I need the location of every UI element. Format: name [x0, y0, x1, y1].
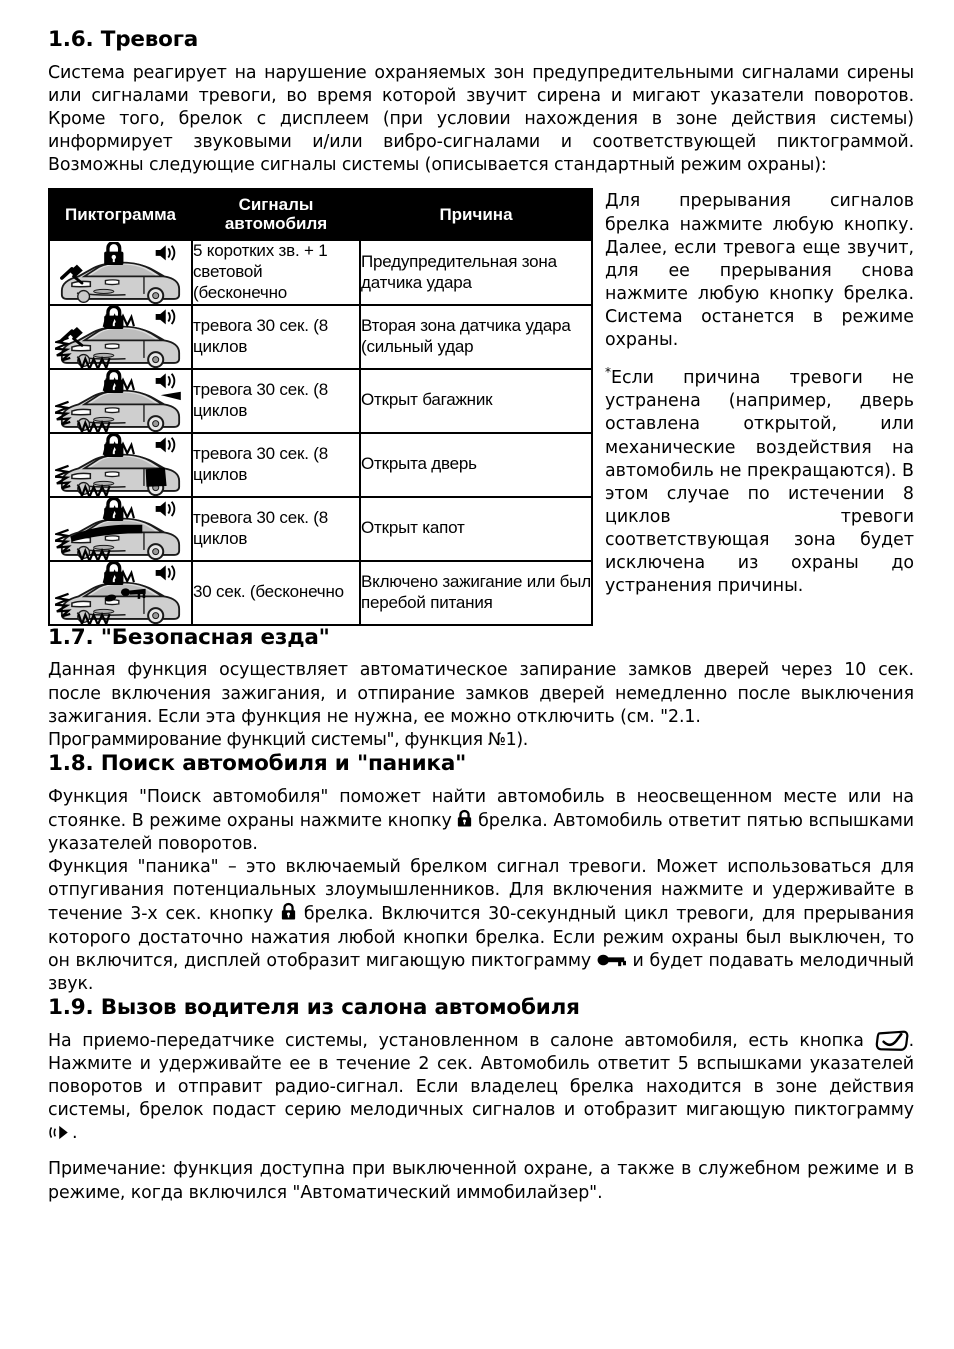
pictogram-cell	[49, 305, 192, 369]
car-search-p2-part-a: Функция "паника" – это включаемый брелком сигнал тревоги. Может использоваться для отпугивания потенциальных злоумышленников. Для включения нажмите и удерживайте в течение 3-х сек. кнопку	[48, 857, 914, 925]
signals-cell: тревога 30 сек. (8 циклов	[192, 305, 360, 369]
signals-cell: тревога 30 сек. (8 циклов	[192, 497, 360, 561]
pictogram-cell	[49, 497, 192, 561]
table-header-row	[49, 189, 592, 240]
page-title-alarm: 1.6. Тревога	[48, 27, 199, 52]
pictogram-cell	[49, 561, 192, 625]
car-search-p2-part-b: брелка. Включится 30-секундный цикл тревоги, для прерывания которого достаточно нажатия любой кнопки брелка. Если режим охраны был выключен, то он включится, дисплей отобразит мигающую пиктограмму	[48, 904, 914, 971]
car-lock-door-open-icon	[55, 434, 186, 496]
alarm-note-unresolved-text: Если причина тревоги не устранена (например, дверь оставлена открытой, или механические воздействия на автомобиль не прекращаются). В этом случае по истечении 8 циклов тревоги соответствующая зона будет исключена из охраны до устранения причины.	[605, 368, 914, 597]
signals-cell: 5 коротких зв. + 1 световой (бесконечно	[192, 240, 360, 304]
cause-cell: Открыт капот	[360, 497, 592, 561]
column-header-pictogram: Пиктограмма	[49, 189, 192, 240]
cause-cell: Предупредительная зона датчика удара	[360, 240, 592, 304]
signals-cell: тревога 30 сек. (8 циклов	[192, 433, 360, 497]
page-title-safe-drive: 1.7. "Безопасная езда"	[48, 624, 330, 650]
alarm-side-notes	[591, 188, 914, 598]
driver-call-note: Примечание: функция доступна при выключенной охране, а также в служебном режиме и в режиме, когда включился "Автоматический иммобилайзер".	[48, 1159, 914, 1203]
cause-cell: Открыт багажник	[360, 369, 592, 433]
car-lock-trunk-open-icon	[55, 370, 186, 432]
table-row	[49, 369, 592, 433]
table-row	[49, 305, 592, 369]
alarm-table-wrapper	[48, 188, 591, 625]
driver-call-paragraph	[48, 1030, 914, 1146]
page-title-car-search: 1.8. Поиск автомобиля и "паника"	[48, 750, 467, 776]
driver-call-part-a: На приемо-передатчике системы, установленном в салоне автомобиля, есть кнопка	[48, 1030, 864, 1051]
lock-closed-icon	[281, 902, 296, 922]
car-lock-shock-warning-icon	[55, 242, 186, 304]
car-lock-hood-open-icon	[55, 498, 186, 560]
pictogram-cell	[49, 240, 192, 304]
column-header-signals: Сигналы автомобиля	[192, 189, 360, 240]
lock-closed-icon	[457, 809, 472, 829]
table-row	[49, 561, 592, 625]
pictogram-cell	[49, 369, 192, 433]
safe-drive-paragraph-tail: Программирование функций системы", функция №1).	[48, 729, 528, 750]
cause-cell: Вторая зона датчика удара (сильный удар	[360, 305, 592, 369]
table-row	[49, 240, 592, 304]
car-search-p1-part-a: Функция "Поиск автомобиля" поможет найти автомобиль в неосвещенном месте или на стоянке. В режиме охраны нажмите кнопку	[48, 786, 914, 831]
pictogram-cell	[49, 433, 192, 497]
signals-cell: 30 сек. (бесконечно	[192, 561, 360, 625]
sound-wave-icon	[48, 1124, 72, 1141]
car-search-p2-part-c: и будет подавать мелодичный звук.	[48, 950, 915, 994]
column-header-cause: Причина	[360, 189, 592, 240]
table-row	[49, 433, 592, 497]
car-search-p1-part-b: брелка. Автомобиль ответит пятью вспышками указателей поворотов.	[48, 810, 915, 854]
signals-cell: тревога 30 сек. (8 циклов	[192, 369, 360, 433]
safe-drive-paragraph: Данная функция осуществляет автоматическое запирание замков дверей через 10 сек. после включения зажигания, и отпирание замков дверей немедленно после выключения зажигания. Если эта функция не нужна, ее можно отключить (см. "2.1.	[48, 660, 914, 727]
alarm-intro-paragraph: Система реагирует на нарушение охраняемых зон предупредительными сигналами сирены или сигналами тревоги, во время которой звучит сирена и мигают указатели поворотов. Кроме того, брелок с дисплеем (при условии нахождения в зоне действия системы) информирует звуковыми и/или вибро-сигналами и соответствующей пиктограммой. Возможны следующие сигналы системы (описывается стандартный режим охраны):	[48, 62, 914, 176]
key-icon	[597, 953, 627, 967]
cause-cell: Включено зажигание или был перебой питания	[360, 561, 592, 625]
car-lock-shock-strong-icon	[55, 306, 186, 368]
car-lock-ignition-on-icon	[55, 562, 186, 624]
alarm-table-and-notes	[48, 188, 914, 625]
valet-button-icon	[875, 1030, 909, 1051]
driver-call-part-b: . Нажмите и удерживайте ее в течение 2 сек. Автомобиль ответит 5 вспышками указателей поворотов и отправит радио-сигнал. Если владелец брелка находится в зоне действия системы, брелок подаст серию мелодичных сигналов и отобразит мигающую пиктограмму	[48, 1030, 915, 1121]
footnote-star: *	[605, 365, 611, 380]
car-search-paragraph-1	[48, 786, 914, 856]
table-row	[49, 497, 592, 561]
cause-cell: Открыта дверь	[360, 433, 592, 497]
page-title-driver-call: 1.9. Вызов водителя из салона автомобиля	[48, 994, 580, 1020]
car-search-paragraph-2	[48, 856, 914, 996]
alarm-signals-table	[48, 188, 593, 625]
manual-page	[48, 28, 914, 1205]
alarm-note-interrupt: Для прерывания сигналов брелка нажмите любую кнопку. Далее, если тревога еще звучит, для ее прерывания снова нажмите любую кнопку брелка. Система останется в режиме охраны.	[605, 191, 914, 351]
driver-call-part-c: .	[72, 1123, 78, 1144]
alarm-note-unresolved	[605, 365, 914, 598]
